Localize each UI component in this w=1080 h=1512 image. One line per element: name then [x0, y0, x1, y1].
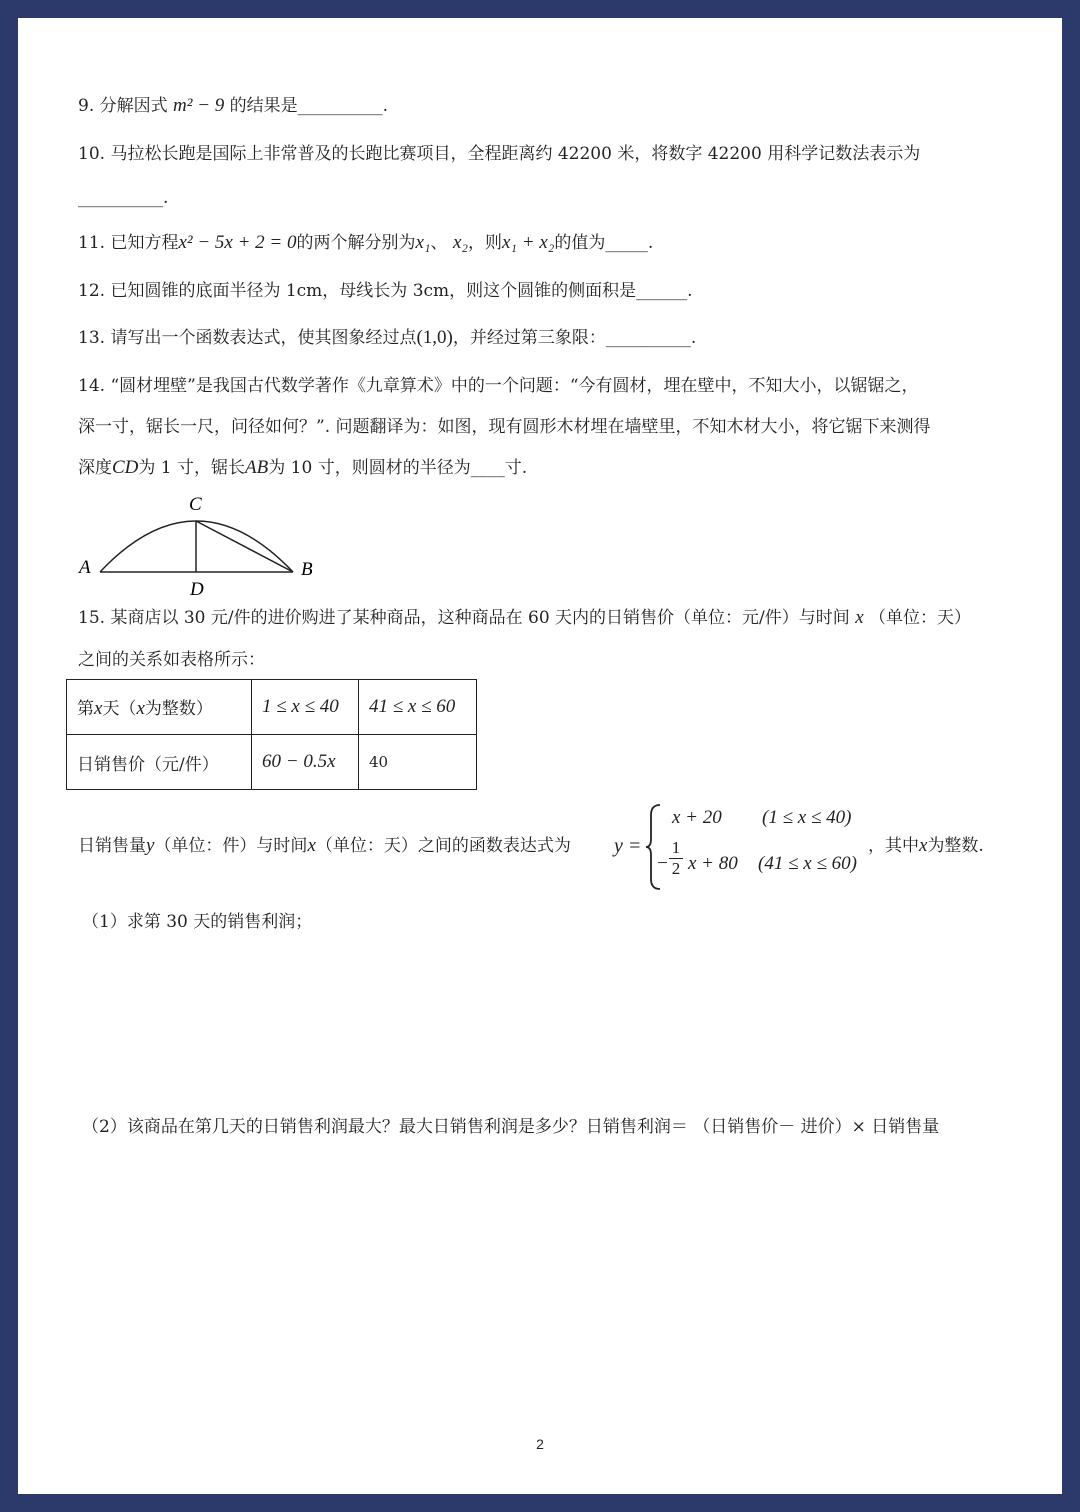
segment-cb: [196, 521, 293, 572]
q11-mid: 的两个解分别为: [296, 233, 416, 253]
table-price-label: 日销售价（元/件）: [67, 735, 252, 790]
circle-segment-diagram: [73, 490, 333, 600]
label-d: D: [190, 579, 204, 600]
func-text-c: （单位：天）之间的函数表达式为: [315, 836, 571, 856]
question-15-function-text: [78, 834, 571, 858]
fraction-numerator: 1: [671, 838, 681, 857]
q9-suffix: 的结果是__________.: [224, 96, 389, 116]
case2-expression: x + 80: [688, 853, 738, 874]
func-text-tail: ，其中x为整数.: [868, 835, 984, 856]
q14-line3c: 为 10 寸，则圆材的半径为____寸.: [268, 458, 528, 478]
q11-sep: 、: [430, 233, 448, 253]
case1-condition: (1 ≤ x ≤ 40): [762, 807, 852, 828]
q11-x2: x₂: [452, 232, 468, 253]
document-page: [18, 18, 1062, 1494]
q14-cd: CD: [112, 457, 139, 478]
q13-suffix: ，并经过第三象限：__________.: [452, 328, 697, 348]
table-price-2: 40: [359, 735, 477, 790]
q11-prefix: 11. 已知方程: [78, 233, 179, 253]
sub-question-2: （2）该商品在第几天的日销售利润最大？最大日销售利润是多少？日销售利润＝ （日销售价－ 进价）× 日销售量: [82, 1117, 940, 1137]
q11-equation: x² − 5x + 2 = 0: [178, 232, 297, 253]
func-y-equals: y =: [614, 835, 642, 857]
q14-ab: AB: [245, 457, 269, 478]
q9-expression: m² − 9: [173, 95, 225, 116]
q11-suffix: 的值为_____.: [554, 233, 654, 253]
func-y: y: [146, 835, 155, 856]
label-c: C: [189, 494, 202, 515]
question-15-line2: 之间的关系如表格所示：: [78, 650, 265, 670]
case1-expression: x + 20: [672, 807, 722, 828]
table-range-2: 41 ≤ x ≤ 60: [359, 680, 477, 735]
table-row: [67, 680, 477, 735]
q11-mid2: ，则: [467, 233, 502, 253]
sub-question-1: （1）求第 30 天的销售利润；: [82, 912, 313, 932]
q15-line1a: 15. 某商店以 30 元/件的进价购进了某种商品，这种商品在 60 天内的日销售价（单位：元/件）与时间: [78, 608, 850, 628]
func-x: x: [307, 835, 316, 856]
question-13: [78, 326, 696, 350]
question-9: [78, 94, 388, 118]
price-table: [66, 679, 477, 790]
label-b: B: [301, 559, 313, 580]
q11-x1: x₁: [415, 232, 431, 253]
fraction-denominator: 2: [669, 858, 683, 879]
label-a: A: [79, 557, 91, 578]
table-price-1: 60 − 0.5x: [252, 735, 359, 790]
func-text-a: 日销售量: [78, 836, 146, 856]
question-12: 12. 已知圆锥的底面半径为 1cm，母线长为 3cm，则这个圆锥的侧面积是______.: [78, 281, 693, 301]
question-10-line1: 10. 马拉松长跑是国际上非常普及的长跑比赛项目，全程距离约 42200 米，将数字 42200 用科学记数法表示为: [78, 144, 921, 164]
q13-prefix: 13. 请写出一个函数表达式，使其图象经过点: [78, 328, 417, 348]
question-14-line3: [78, 456, 527, 480]
piecewise-brace: [644, 803, 664, 891]
question-15-line1: [78, 606, 971, 630]
q15-x: x: [855, 607, 864, 628]
question-10-line2: __________.: [78, 188, 169, 208]
q14-line3a: 深度: [78, 458, 112, 478]
question-14-line2: 深一寸，锯长一尺，问径如何？”. 问题翻译为：如图，现有圆形木材埋在墙壁里，不知木材大小，将它锯下来测得: [78, 417, 931, 437]
case2-fraction: [669, 838, 683, 879]
q11-sum: x₁ + x₂: [501, 232, 555, 253]
case2-condition: (41 ≤ x ≤ 60): [758, 853, 857, 874]
func-text-b: （单位：件）与时间: [154, 836, 308, 856]
question-11: [78, 231, 653, 255]
q13-point: (1,0): [416, 327, 453, 348]
table-header-day: 第x天（x为整数）: [67, 680, 252, 735]
table-row: [67, 735, 477, 790]
case2-minus: −: [656, 853, 669, 874]
question-14-line1: 14. “圆材埋壁”是我国古代数学著作《九章算术》中的一个问题：“今有圆材，埋在壁中，不知大小，以锯锯之，: [78, 376, 919, 396]
page-number: 2: [536, 1436, 544, 1452]
q9-prefix: 9. 分解因式: [78, 96, 174, 116]
q15-line1b: （单位：天）: [869, 608, 972, 628]
q14-line3b: 为 1 寸，锯长: [138, 458, 246, 478]
table-range-1: 1 ≤ x ≤ 40: [252, 680, 359, 735]
